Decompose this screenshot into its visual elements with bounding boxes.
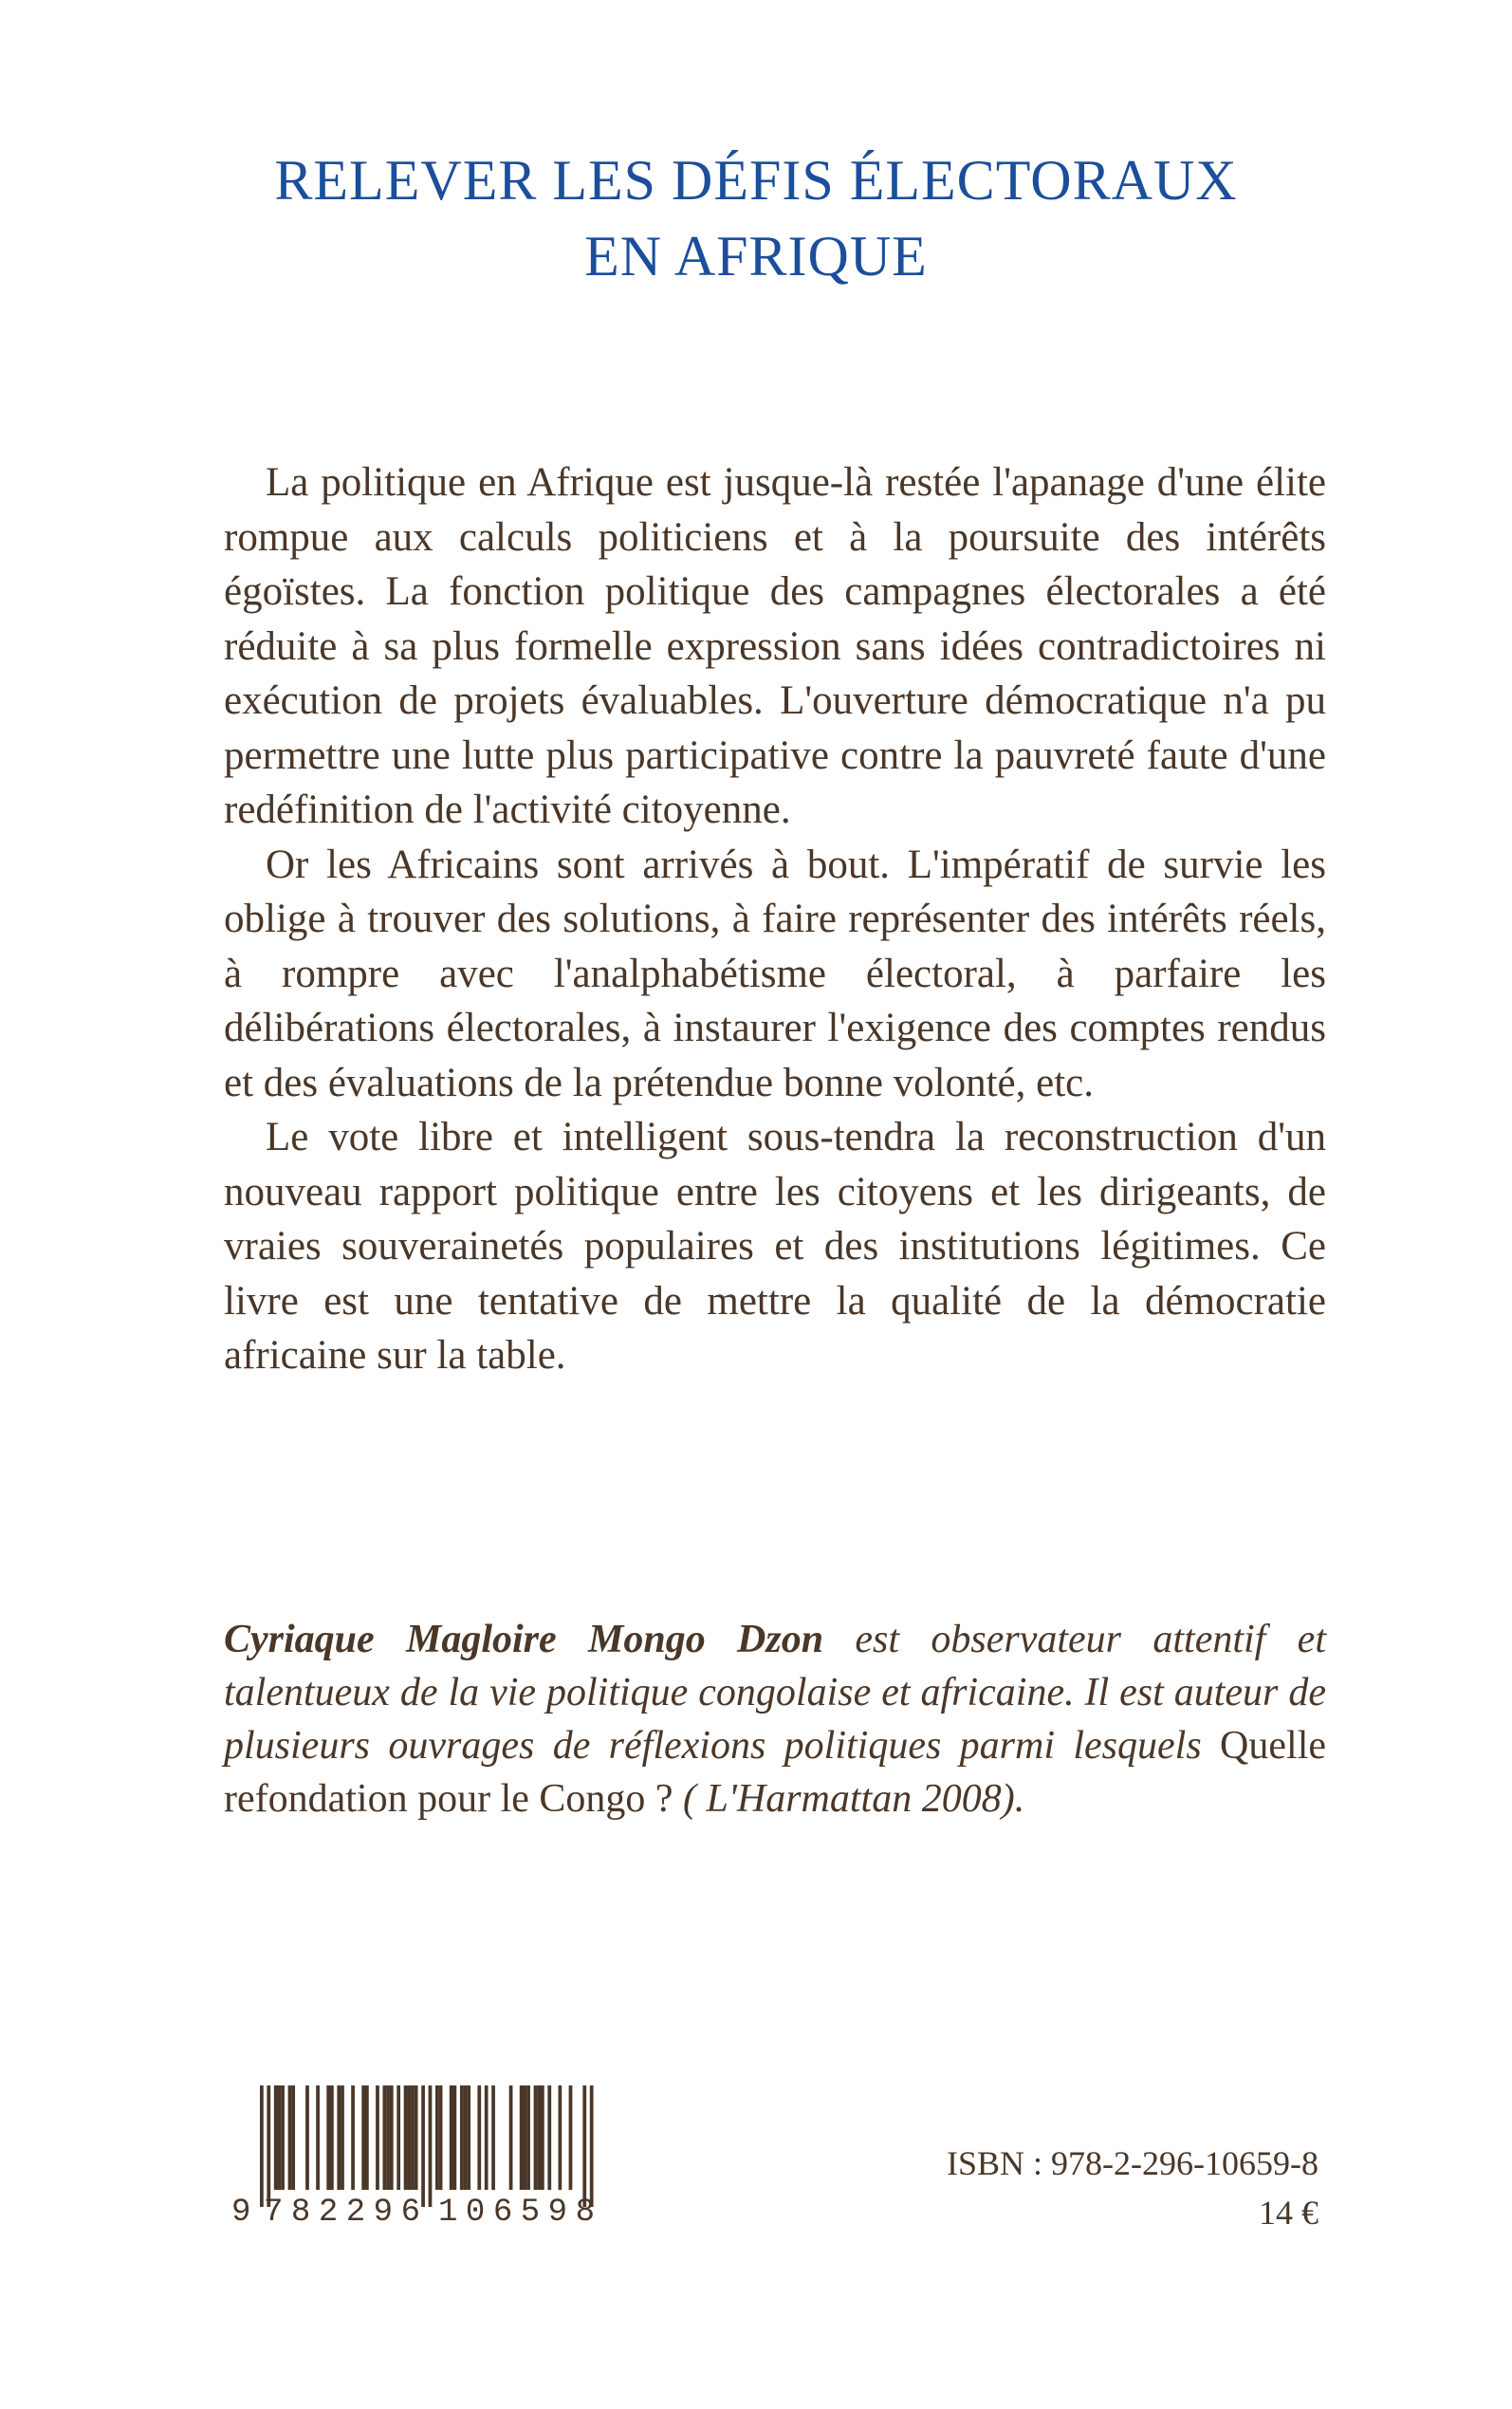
barcode-bar [534, 2085, 538, 2190]
barcode-bar [450, 2085, 453, 2190]
isbn: ISBN : 978-2-296-10659-8 [947, 2144, 1318, 2182]
book-blurb [224, 455, 1326, 1383]
barcode-bar [288, 2085, 292, 2190]
barcode-bar [429, 2085, 433, 2207]
barcode-bar [520, 2085, 524, 2190]
book-title-line-2: EN AFRIQUE [584, 225, 928, 287]
barcode-bar [326, 2085, 330, 2190]
barcode-bar [453, 2085, 457, 2190]
barcode-bar [491, 2085, 495, 2190]
barcode-bar [341, 2085, 344, 2190]
barcode-bar [390, 2085, 394, 2190]
barcode-bar [460, 2085, 464, 2190]
barcode-bar [547, 2085, 551, 2190]
price: 14 € [1259, 2194, 1318, 2232]
author-name: Cyriaque Magloire Mongo Dzon [224, 1618, 824, 1661]
book-title-line-1: RELEVER LES DÉFIS ÉLECTORAUX [274, 149, 1238, 212]
blurb-paragraph-3: Le vote libre et intelligent sous-tendra la reconstruction d'un nouveau rapport politique entre les citoyens et les dirigeants, de vraies souverainetés populaires et des institutions légitimes. Ce livre est une tentative de mettre la qualité de la démocratie africaine sur la table. [224, 1115, 1326, 1378]
barcode-bar [330, 2085, 334, 2190]
publisher-note: ( L'Harmattan 2008). [673, 1777, 1025, 1821]
barcode-bars [260, 2085, 594, 2207]
barcode-bar [337, 2085, 341, 2190]
barcode-digits-left: 782296 [264, 2195, 420, 2226]
barcode-bar [305, 2085, 309, 2190]
barcode-bar [407, 2085, 411, 2190]
author-bio-paragraph [224, 1613, 1326, 1825]
book-title [0, 142, 1512, 294]
barcode-bar [278, 2085, 282, 2190]
barcode-bar [526, 2085, 530, 2190]
barcode-bar [421, 2085, 425, 2207]
barcode-bar [509, 2085, 513, 2190]
barcode-bar [260, 2085, 264, 2207]
blurb-paragraph-2: Or les Africains sont arrivés à bout. L'impératif de survie les oblige à trouver des solutions, à faire représenter des intérêts réels, à rompre avec l'analphabétisme électoral, à parfaire les délibérations électorales, à instaurer l'exigence des comptes rendus et des évaluations de la prétendue bonne volonté, etc. [224, 842, 1326, 1105]
barcode-bar [439, 2085, 443, 2190]
barcode-bar [281, 2085, 285, 2190]
barcode-bar [590, 2085, 594, 2207]
barcode-bar [386, 2085, 390, 2190]
barcode-graphic [228, 2084, 617, 2226]
barcode-digits-right: 106598 [438, 2195, 595, 2226]
barcode-bar [274, 2085, 278, 2190]
barcode-bar [411, 2085, 415, 2190]
barcode-bar [477, 2085, 481, 2190]
barcode-bar [316, 2085, 320, 2190]
barcode-bar [524, 2085, 527, 2190]
barcode-bar [267, 2085, 270, 2207]
barcode-digit-first: 9 [231, 2195, 251, 2226]
barcode-bar [291, 2085, 295, 2190]
barcode-bar [376, 2085, 379, 2190]
barcode-bar [559, 2085, 562, 2190]
referenced-book-title: Quelle refondation pour le Congo ? [224, 1724, 1326, 1821]
barcode-bar [582, 2085, 586, 2207]
barcode-bar [351, 2085, 355, 2190]
barcode-bar [467, 2085, 470, 2190]
barcode-bar [383, 2085, 387, 2190]
barcode [228, 2084, 617, 2226]
barcode-bar [396, 2085, 400, 2190]
barcode-bar [541, 2085, 544, 2190]
barcode-bar [361, 2085, 365, 2190]
barcode-bar [435, 2085, 439, 2190]
barcode-bar [537, 2085, 541, 2190]
barcode-bar [569, 2085, 573, 2190]
barcode-bar [404, 2085, 408, 2190]
author-bio [224, 1613, 1326, 1825]
barcode-bar [485, 2085, 489, 2190]
barcode-bar [464, 2085, 468, 2190]
author-bio-text: est observateur attentif et talentueux de la vie politique congolaise et africaine. Il est auteur de plusieurs ouvrages de réflexions politiques parmi lesquels [224, 1618, 1326, 1768]
barcode-bar [415, 2085, 418, 2190]
blurb-paragraph-1: La politique en Afrique est jusque-là restée l'apanage d'une élite rompue aux calculs politiciens et à la poursuite des intérêts égoïstes. La fonction politique des campagnes électorales a été réduite à sa plus formelle expression sans idées contradictoires ni exécution de projets évaluables. L'ouverture démocratique n'a pu permettre une lutte plus participative contre la pauvreté faute d'une redéfinition de l'activité citoyenne. [224, 460, 1326, 832]
barcode-bar [365, 2085, 369, 2190]
